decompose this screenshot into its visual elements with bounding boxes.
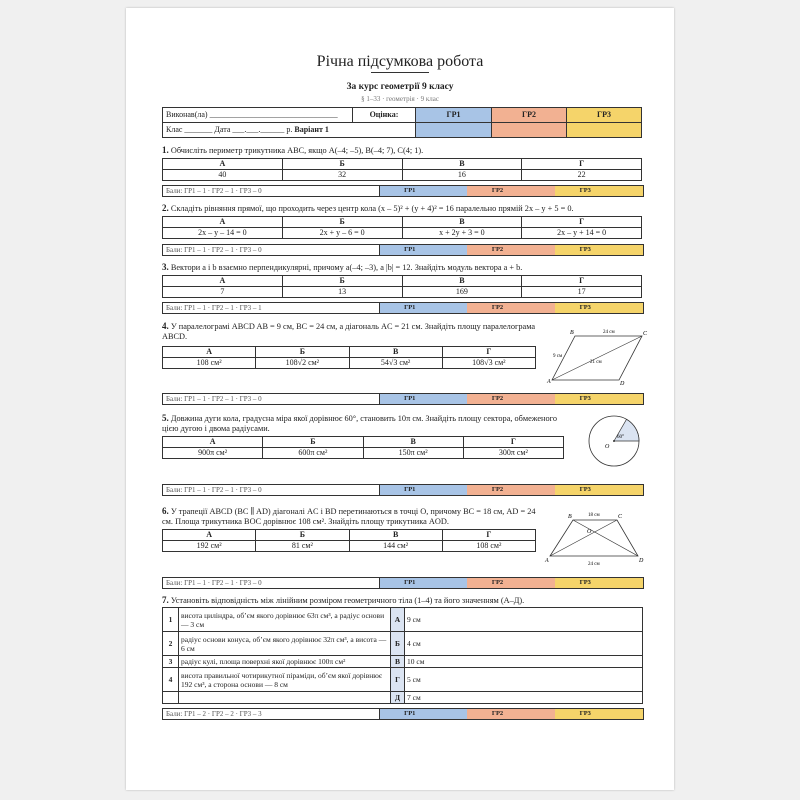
match-left-item: висота правильної чотирикутної піраміди, об’єм якої дорівнює 192 см³, а сторона основи — 8 см (179, 668, 391, 692)
figure-length-label: 21 см (590, 360, 602, 365)
grade-label: Оцінка: (353, 108, 416, 123)
group-3-score: ГР3 (555, 578, 615, 588)
match-left-empty (179, 692, 391, 704)
task-2-question (162, 203, 642, 214)
answer-option[interactable]: 108 см² (442, 541, 535, 552)
group-1-grade-cell[interactable] (416, 123, 492, 138)
group-2-score: ГР2 (467, 709, 527, 719)
task-1-score-bar (162, 185, 644, 197)
answer-letter: А (163, 276, 283, 287)
answer-letter: В (349, 530, 442, 541)
figure-vertex-label: D (620, 381, 625, 386)
answer-letter: В (402, 217, 522, 228)
group-3-score: ГР3 (555, 709, 615, 719)
answer-option[interactable]: 22 (522, 170, 642, 181)
group-1-score: ГР1 (380, 186, 440, 196)
answer-letter: Б (282, 276, 402, 287)
answer-letter: Г (442, 347, 535, 358)
match-right-item[interactable]: 10 см (405, 656, 643, 668)
name-field[interactable]: Виконав(ла) ________________________________ (163, 108, 353, 123)
task-6-text: У трапеції ABCD (BC ∥ AD) діагоналі AC і BD перетинаються в точці O, причому BC = 18 см, AD = 24 см. Площа трикутника BOC дорівнює 108 см². Знайдіть площу трикутника AOD. (162, 507, 536, 526)
group-3-score: ГР3 (555, 485, 615, 495)
answer-letter: В (402, 276, 522, 287)
figure-length-label: 18 см (588, 513, 600, 518)
answer-option[interactable]: 13 (282, 287, 402, 298)
header-table (162, 107, 642, 138)
answer-letter: Б (263, 437, 363, 448)
match-letter: А (391, 608, 405, 632)
answer-letter: А (163, 217, 283, 228)
task-4-score-bar (162, 393, 644, 405)
answer-letter: Г (522, 217, 642, 228)
figure-vertex-label: A (547, 379, 551, 385)
answer-option[interactable]: 54√3 см² (349, 358, 442, 369)
group-1-score: ГР1 (380, 709, 440, 719)
group-2-grade-cell[interactable] (492, 123, 567, 138)
group-1-score: ГР1 (380, 578, 440, 588)
circle-sector-figure (586, 413, 642, 469)
answer-option[interactable]: 17 (522, 287, 642, 298)
answer-letter: Б (282, 159, 402, 170)
answer-option[interactable]: 81 см² (256, 541, 349, 552)
group-2-score: ГР2 (467, 578, 527, 588)
figure-vertex-label: B (568, 514, 572, 520)
group-2-score: ГР2 (467, 245, 527, 255)
task-2-text: Складіть рівняння прямої, що проходить через центр кола (x – 5)² + (y + 4)² = 16 паралельно прямій 2x – y + 5 = 0. (170, 204, 574, 213)
group-3-score: ГР3 (555, 186, 615, 196)
answer-letter: А (163, 437, 263, 448)
group-2-score: ГР2 (467, 303, 527, 313)
answer-option[interactable]: 144 см² (349, 541, 442, 552)
task-6-question (162, 506, 538, 527)
figure-vertex-label: A (545, 558, 549, 564)
match-right-item[interactable]: 4 см (405, 632, 643, 656)
group-3-grade-cell[interactable] (567, 123, 642, 138)
figure-length-label: 9 см (553, 354, 563, 359)
group-2-label: ГР2 (492, 108, 567, 123)
task-3-text: Вектори a і b взаємно перпендикулярні, причому a(–4; –3), а |b| = 12. Знайдіть модуль вектора a + b. (170, 263, 523, 272)
page-title: Річна підсумкова робота (316, 53, 484, 70)
task-2-score-bar (162, 244, 644, 256)
task-4-number: 4. (162, 321, 169, 331)
answer-option[interactable]: 108√3 см² (442, 358, 535, 369)
task-3-number: 3. (162, 262, 169, 272)
answer-letter: Г (522, 276, 642, 287)
figure-vertex-label: O (587, 529, 592, 535)
answer-option[interactable]: 192 см² (163, 541, 256, 552)
answer-letter: Г (522, 159, 642, 170)
worksheet-page (126, 8, 674, 790)
answer-letter: Б (256, 530, 349, 541)
score-label: Бали: ГР1 – 1 · ГР2 – 1 · ГР3 – 0 (163, 245, 380, 255)
answer-letter: В (402, 159, 522, 170)
task-6-score-bar (162, 577, 644, 589)
answer-option[interactable]: 150π см² (363, 448, 463, 459)
answer-option[interactable]: 900π см² (163, 448, 263, 459)
figure-vertex-label: C (643, 331, 648, 337)
match-left-item: висота циліндра, об’єм якого дорівнює 63π см³, а радіус основи — 3 см (179, 608, 391, 632)
answer-letter: Г (442, 530, 535, 541)
answer-letter: Б (256, 347, 349, 358)
group-1-score: ГР1 (380, 485, 440, 495)
group-1-label: ГР1 (416, 108, 492, 123)
group-2-score: ГР2 (467, 186, 527, 196)
match-left-item: радіус кулі, площа поверхні якої дорівнює 100π см² (179, 656, 391, 668)
answer-letter: В (349, 347, 442, 358)
task-4-question (162, 321, 538, 342)
match-number: 4 (163, 668, 179, 692)
answer-option[interactable]: 108 см² (163, 358, 256, 369)
group-3-score: ГР3 (555, 394, 615, 404)
answer-option[interactable]: 300π см² (463, 448, 563, 459)
class-date-line: Клас _______ Дата ___.___.______ р. (166, 125, 293, 134)
score-label: Бали: ГР1 – 1 · ГР2 – 1 · ГР3 – 1 (163, 303, 380, 313)
figure-angle-label: 60° (617, 435, 624, 440)
match-number: 1 (163, 608, 179, 632)
figure-center-label: O (605, 444, 610, 450)
match-number-empty (163, 692, 179, 704)
group-2-score: ГР2 (467, 485, 527, 495)
answer-letter: В (363, 437, 463, 448)
group-2-score: ГР2 (467, 394, 527, 404)
task-3-answers (162, 275, 642, 298)
page-subsubtitle: § 1–33 · геометрія · 9 клас (361, 95, 439, 103)
answer-letter: Г (463, 437, 563, 448)
answer-letter: Б (282, 217, 402, 228)
task-4-text: У паралелограмі ABCD AB = 9 см, BC = 24 см, а діагональ AC = 21 см. Знайдіть площу паралелограма ABCD. (162, 322, 536, 341)
answer-option[interactable]: 7 (163, 287, 283, 298)
parallelogram-figure (542, 324, 648, 386)
score-label: Бали: ГР1 – 1 · ГР2 – 1 · ГР3 – 0 (163, 186, 380, 196)
task-7-number: 7. (162, 595, 169, 605)
match-left-item: радіус основи конуса, об’єм якого дорівнює 32π см³, а висота — 6 см (179, 632, 391, 656)
group-3-label: ГР3 (567, 108, 642, 123)
answer-option[interactable]: 600π см² (263, 448, 363, 459)
task-1-text: Обчисліть периметр трикутника ABC, якщо A(–4; –5), B(–4; 7), C(4; 1). (170, 146, 424, 155)
class-date-field[interactable] (163, 123, 416, 138)
task-6-number: 6. (162, 506, 169, 516)
task-3-score-bar (162, 302, 644, 314)
task-5-question (162, 413, 566, 434)
match-letter: Б (391, 632, 405, 656)
trapezoid-figure (542, 506, 648, 568)
page-subtitle: За курс геометрії 9 класу (346, 82, 454, 92)
answer-letter: А (163, 530, 256, 541)
match-number: 2 (163, 632, 179, 656)
task-7-matching-table (162, 607, 643, 704)
figure-vertex-label: C (618, 514, 623, 520)
match-number: 3 (163, 656, 179, 668)
answer-letter: А (163, 159, 283, 170)
match-letter: В (391, 656, 405, 668)
title-underline (371, 72, 429, 73)
match-letter: Д (391, 692, 405, 704)
task-1-number: 1. (162, 145, 169, 155)
answer-option[interactable]: 16 (402, 170, 522, 181)
figure-vertex-label: B (570, 330, 574, 336)
score-label: Бали: ГР1 – 1 · ГР2 – 1 · ГР3 – 0 (163, 578, 380, 588)
match-right-item[interactable]: 7 см (405, 692, 643, 704)
task-1-question (162, 145, 642, 156)
answer-option[interactable]: 2x + y – 6 = 0 (282, 228, 402, 239)
match-right-item[interactable]: 9 см (405, 608, 643, 632)
group-1-score: ГР1 (380, 303, 440, 313)
answer-option[interactable]: 169 (402, 287, 522, 298)
answer-option[interactable]: 32 (282, 170, 402, 181)
score-label: Бали: ГР1 – 1 · ГР2 – 1 · ГР3 – 0 (163, 485, 380, 495)
match-right-item[interactable]: 5 см (405, 668, 643, 692)
task-5-score-bar (162, 484, 644, 496)
answer-option[interactable]: 2x – y – 14 = 0 (163, 228, 283, 239)
task-6-answers (162, 529, 536, 552)
task-4-answers (162, 346, 536, 369)
task-5-number: 5. (162, 413, 169, 423)
task-7-score-bar (162, 708, 644, 720)
answer-option[interactable]: 108√2 см² (256, 358, 349, 369)
group-3-score: ГР3 (555, 245, 615, 255)
group-1-score: ГР1 (380, 245, 440, 255)
figure-length-label: 24 см (603, 330, 615, 335)
figure-length-label: 24 см (588, 562, 600, 567)
answer-letter: А (163, 347, 256, 358)
score-label: Бали: ГР1 – 2 · ГР2 – 2 · ГР3 – 3 (163, 709, 380, 719)
answer-option[interactable]: 2x – y + 14 = 0 (522, 228, 642, 239)
score-label: Бали: ГР1 – 1 · ГР2 – 1 · ГР3 – 0 (163, 394, 380, 404)
task-2-number: 2. (162, 203, 169, 213)
group-3-score: ГР3 (555, 303, 615, 313)
task-5-text: Довжина дуги кола, градусна міра якої дорівнює 60°, становить 10π см. Знайдіть площу сектора, обмеженого цією дугою і двома радіусами. (162, 414, 557, 433)
task-1-answers (162, 158, 642, 181)
task-3-question (162, 262, 642, 273)
variant-label: Варіант 1 (294, 125, 329, 134)
task-5-answers (162, 436, 564, 459)
answer-option[interactable]: x + 2y + 3 = 0 (402, 228, 522, 239)
answer-option[interactable]: 40 (163, 170, 283, 181)
figure-vertex-label: D (639, 558, 644, 564)
match-letter: Г (391, 668, 405, 692)
task-7-text: Установіть відповідність між лінійним розміром геометричного тіла (1–4) та його значенням (А–Д). (170, 596, 525, 605)
task-2-answers (162, 216, 642, 239)
task-7-question (162, 595, 642, 606)
group-1-score: ГР1 (380, 394, 440, 404)
